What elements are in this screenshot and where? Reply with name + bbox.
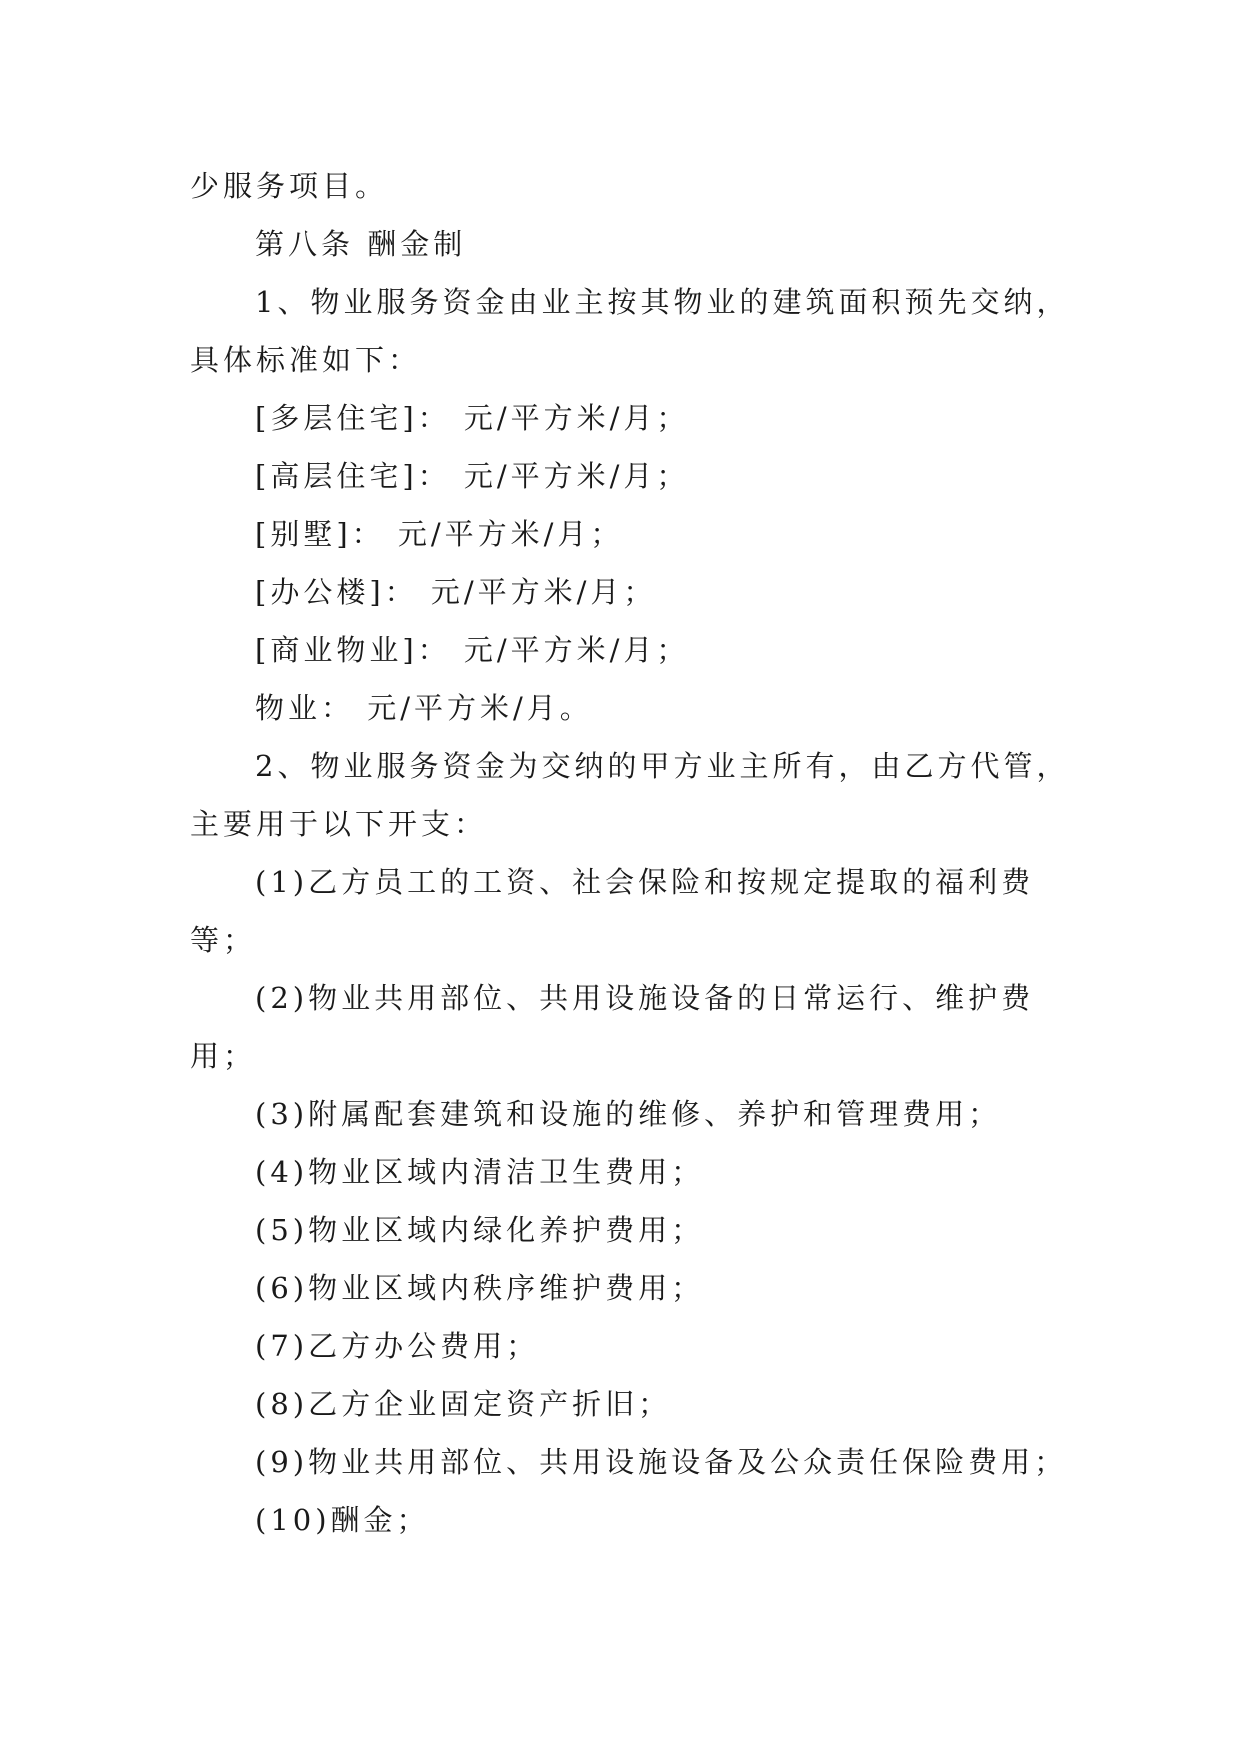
text-line: (6)物业区域内秩序维护费用； [255, 1271, 705, 1305]
text-line: (5)物业区域内绿化养护费用； [255, 1213, 705, 1247]
text-line: 主要用于以下开支： [190, 807, 488, 841]
text-line: 用； [190, 1039, 257, 1073]
text-line: (1)乙方员工的工资、社会保险和按规定提取的福利费 [255, 865, 1035, 899]
text-line: 物业： 元/平方米/月。 [255, 691, 593, 725]
text-line: (4)物业区域内清洁卫生费用； [255, 1155, 705, 1189]
text-line: [别墅]： 元/平方米/月； [255, 517, 624, 551]
text-line: (2)物业共用部位、共用设施设备的日常运行、维护费 [255, 981, 1035, 1015]
text-line: (9)物业共用部位、共用设施设备及公众责任保险费用； [255, 1445, 1068, 1479]
text-line: (7)乙方办公费用； [255, 1329, 540, 1363]
text-line: (8)乙方企业固定资产折旧； [255, 1387, 672, 1421]
text-line: 1、物业服务资金由业主按其物业的建筑面积预先交纳， [255, 285, 1070, 319]
text-line: [高层住宅]： 元/平方米/月； [255, 459, 690, 493]
text-line: (3)附属配套建筑和设施的维修、养护和管理费用； [255, 1097, 1002, 1131]
text-line: [多层住宅]： 元/平方米/月； [255, 401, 690, 435]
text-line: 等； [190, 923, 257, 957]
text-line: 具体标准如下： [190, 343, 422, 377]
article-heading: 第八条 酬金制 [255, 227, 467, 261]
text-line: 2、物业服务资金为交纳的甲方业主所有，由乙方代管， [255, 749, 1070, 783]
text-line: [商业物业]： 元/平方米/月； [255, 633, 690, 667]
text-line: 少服务项目。 [190, 169, 389, 203]
text-line: (10)酬金； [255, 1503, 430, 1537]
text-line: [办公楼]： 元/平方米/月； [255, 575, 657, 609]
